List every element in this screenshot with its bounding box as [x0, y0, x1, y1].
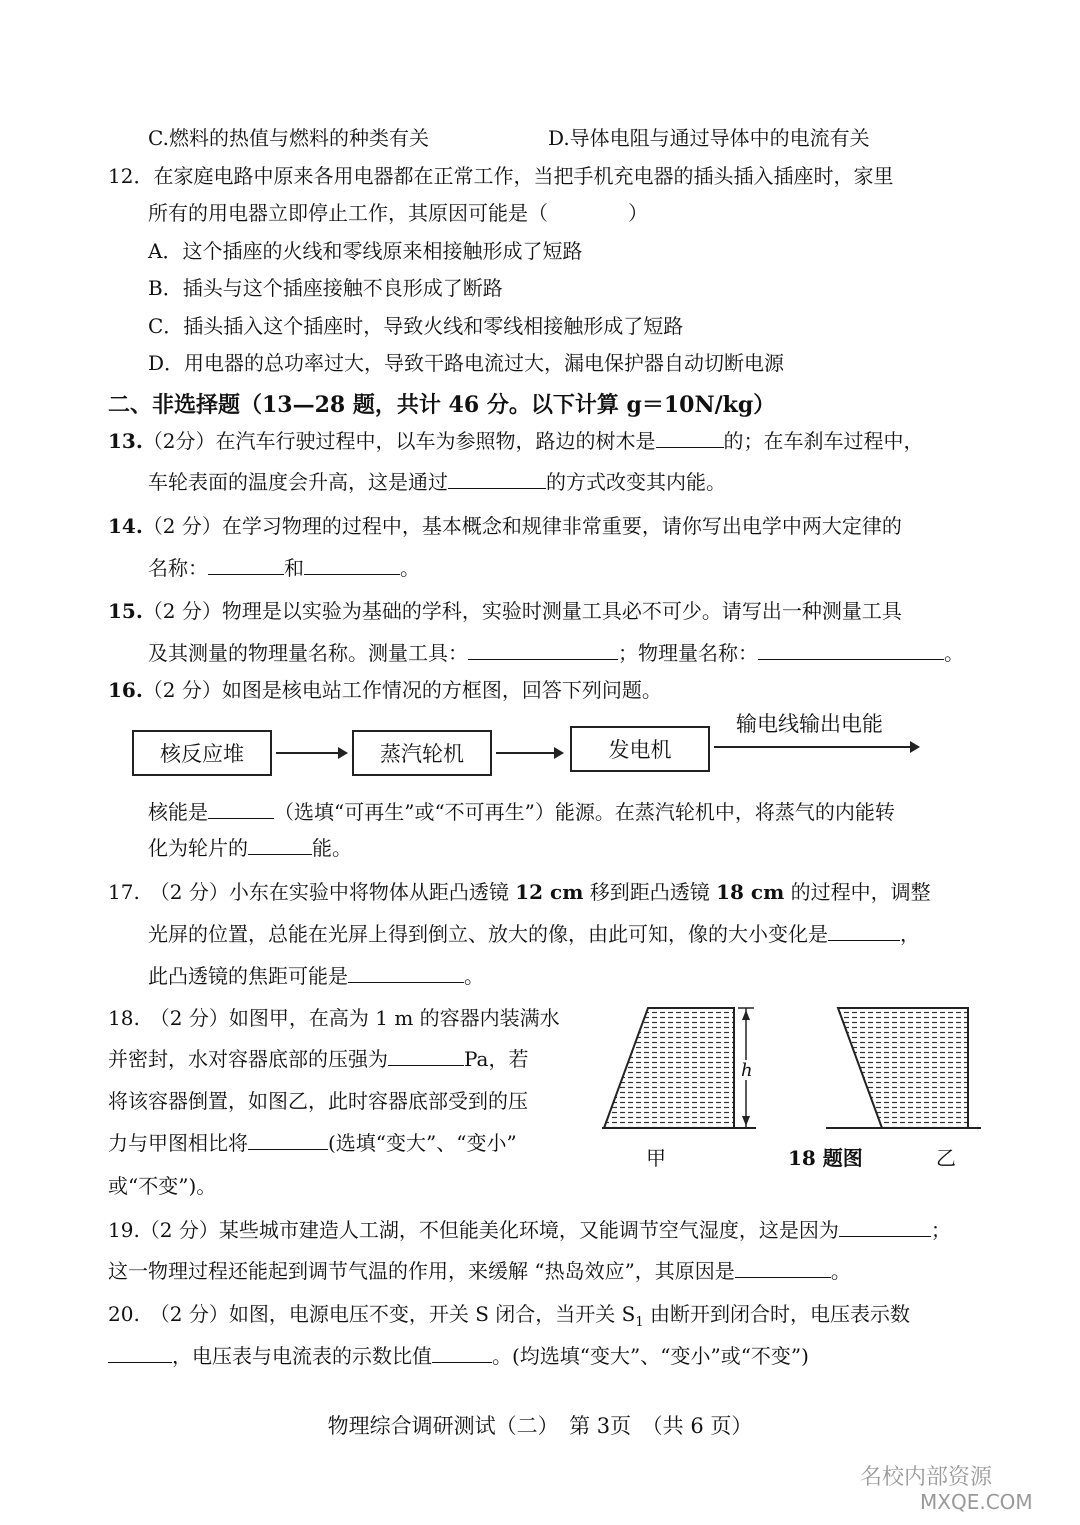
- q18-line2: [108, 1045, 528, 1073]
- q13-blank-2[interactable]: [448, 468, 546, 489]
- q15-text-d: 。: [944, 641, 964, 665]
- q16-number: 16.: [108, 678, 143, 702]
- q16-line3: [148, 834, 352, 862]
- q17-text-b2: ，: [900, 922, 920, 946]
- q19-blank-1[interactable]: [839, 1216, 931, 1237]
- q15-text-a: （2 分）物理是以实验为基础的学科，实验时测量工具必不可少。请写出一种测量工具: [142, 599, 902, 623]
- q15-number: 15.: [108, 599, 143, 623]
- h-label: h: [741, 1060, 753, 1081]
- q19-blank-2[interactable]: [735, 1257, 831, 1278]
- fig-title: 18 题图: [788, 1146, 863, 1170]
- q13-line1: [108, 427, 924, 455]
- q13-text-c: 车轮表面的温度会升高，这是通过: [148, 470, 448, 494]
- q18-line1: 18. （2 分）如图甲，在高为 1 m 的容器内装满水: [108, 1006, 560, 1030]
- q17-blank-2[interactable]: [348, 962, 464, 983]
- q14-blank-1[interactable]: [208, 554, 284, 575]
- q16-text-d: 化为轮片的: [148, 836, 248, 860]
- q17-text-c: 此凸透镜的焦距可能是: [148, 964, 348, 988]
- q17-blank-1[interactable]: [828, 920, 900, 941]
- q18-text-2b: Pa，若: [464, 1047, 529, 1071]
- q19-line2: [108, 1257, 851, 1285]
- q17-line2: [148, 920, 920, 948]
- q13-blank-1[interactable]: [656, 427, 724, 448]
- q20-text-b2: 。(均选填“变大”、“变小”或“不变”): [492, 1344, 809, 1368]
- container-yi: [838, 1008, 968, 1128]
- q14-number: 14.: [108, 514, 143, 538]
- q15-line2: [148, 639, 964, 667]
- section-header: 二、非选择题（13—28 题，共计 46 分。以下计算 g＝10N/kg）: [108, 392, 776, 418]
- q16-text-c: （选填“可再生”或“不可再生”）能源。在蒸汽轮机中，将蒸气的内能转: [274, 800, 895, 824]
- q16-line1: [108, 676, 662, 704]
- q14-text-a: （2 分）在学习物理的过程中，基本概念和规律非常重要，请你写出电学中两大定律的: [142, 514, 902, 538]
- q18-text-4b: (选填“变大”、“变小”: [328, 1131, 517, 1155]
- q18-text-2a: 并密封，水对容器底部的压强为: [108, 1047, 388, 1071]
- q14-line2: [148, 554, 420, 582]
- q13-text-a: （2分）在汽车行驶过程中，以车为参照物，路边的树木是: [142, 429, 656, 453]
- container-jia: [604, 1008, 734, 1128]
- q13-text-b: 的；在车刹车过程中，: [723, 429, 924, 453]
- q19-text-a: 19.（2 分）某些城市建造人工湖，不但能美化环境，又能调节空气湿度，这是因为: [108, 1218, 839, 1242]
- watermark-text: 名校内部资源: [860, 1465, 993, 1490]
- q18-text-4a: 力与甲图相比将: [108, 1131, 248, 1155]
- q16-blank-1[interactable]: [208, 798, 274, 819]
- q11-option-d: D.导体电阻与通过导体中的电流有关: [548, 126, 870, 150]
- q14-text-c: 和: [284, 556, 304, 580]
- output-label: 输电线输出电能: [736, 712, 883, 736]
- q14-text-b: 名称：: [148, 556, 208, 580]
- box-nuclear-reactor: 核反应堆: [132, 730, 272, 776]
- box-generator: 发电机: [570, 726, 710, 772]
- q18-blank-2[interactable]: [248, 1129, 328, 1150]
- q20-blank-1[interactable]: [108, 1342, 172, 1363]
- q19-line1: [108, 1216, 951, 1244]
- q17-distance-2: 18 cm: [716, 880, 785, 904]
- q16-text-e: 能。: [312, 836, 352, 860]
- q17-distance-1: 12 cm: [515, 880, 584, 904]
- q12-option-d: D．用电器的总功率过大，导致干路电流过大，漏电保护器自动切断电源: [148, 351, 785, 375]
- q16-text-b: 核能是: [148, 800, 208, 824]
- q11-option-c: C.燃料的热值与燃料的种类有关: [148, 126, 429, 150]
- q16-blank-2[interactable]: [248, 834, 312, 855]
- q13-text-d: 的方式改变其内能。: [546, 470, 726, 494]
- q20-line2: [108, 1342, 809, 1370]
- box-steam-turbine: 蒸汽轮机: [352, 730, 492, 776]
- q18-blank-1[interactable]: [388, 1045, 464, 1066]
- q12-line1: 12．在家庭电路中原来各用电器都在正常工作，当把手机充电器的插头插入插座时，家里: [108, 164, 894, 188]
- q17-line3: [148, 962, 484, 990]
- q14-line1: [108, 512, 902, 540]
- q17-line1: [108, 878, 931, 906]
- arrow-up: [742, 1010, 750, 1020]
- q12-option-a: A．这个插座的火线和零线原来相接触形成了短路: [148, 239, 583, 263]
- q16-text-a: （2 分）如图是核电站工作情况的方框图，回答下列问题。: [142, 678, 662, 702]
- q17-text-b: 光屏的位置，总能在光屏上得到倒立、放大的像，由此可知，像的大小变化是: [148, 922, 828, 946]
- fig-label-jia: 甲: [646, 1146, 666, 1170]
- q20-text-a: 20. （2 分）如图，电源电压不变，开关 S 闭合，当开关 S: [108, 1302, 636, 1326]
- q17-text-a3: 移到距凸透镜: [583, 880, 717, 904]
- q13-number: 13.: [108, 429, 143, 453]
- q20-text-a2: 由断开到闭合时，电压表示数: [643, 1302, 911, 1326]
- q19-text-a2: ；: [930, 1218, 951, 1242]
- q20-blank-2[interactable]: [432, 1342, 492, 1363]
- q17-text-c2: 。: [464, 964, 484, 988]
- arrow-2: [496, 752, 562, 754]
- q14-text-d: 。: [400, 556, 420, 580]
- q15-text-b: 及其测量的物理量名称。测量工具：: [148, 641, 468, 665]
- q19-text-b2: 。: [830, 1259, 851, 1283]
- watermark-url: MXQE.COM: [920, 1490, 1033, 1514]
- arrow-down: [742, 1116, 750, 1126]
- q17-text-a: 17. （2 分）小东在实验中将物体从距凸透镜: [108, 880, 516, 904]
- q18-line4: [108, 1129, 517, 1157]
- q18-line3: 将该容器倒置，如图乙，此时容器底部受到的压: [108, 1089, 528, 1113]
- q12-option-c: C．插头插入这个插座时，导致火线和零线相接触形成了短路: [148, 314, 684, 338]
- q12-line2: 所有的用电器立即停止工作，其原因可能是（ ）: [148, 201, 648, 225]
- q15-blank-1[interactable]: [468, 639, 618, 660]
- q20-text-b: ，电压表与电流表的示数比值: [172, 1344, 432, 1368]
- q13-line2: [148, 468, 726, 496]
- q18-line5: 或“不变”)。: [108, 1174, 217, 1198]
- q14-blank-2[interactable]: [304, 554, 400, 575]
- q20-line1: [108, 1300, 910, 1337]
- q20-subscript: 1: [635, 1315, 644, 1330]
- arrow-1: [276, 752, 346, 754]
- arrow-output: [714, 746, 918, 748]
- q17-text-a5: 的过程中，调整: [784, 880, 931, 904]
- q15-blank-2[interactable]: [758, 639, 944, 660]
- page-footer: 物理综合调研测试（二） 第 3页 （共 6 页）: [327, 1414, 753, 1438]
- q15-line1: [108, 597, 902, 625]
- q16-line2: [148, 798, 895, 826]
- q15-text-c: ；物理量名称：: [618, 641, 758, 665]
- q19-text-b: 这一物理过程还能起到调节气温的作用，来缓解 “热岛效应”，其原因是: [108, 1259, 735, 1283]
- fig-label-yi: 乙: [936, 1146, 956, 1170]
- q12-option-b: B．插头与这个插座接触不良形成了断路: [148, 276, 503, 300]
